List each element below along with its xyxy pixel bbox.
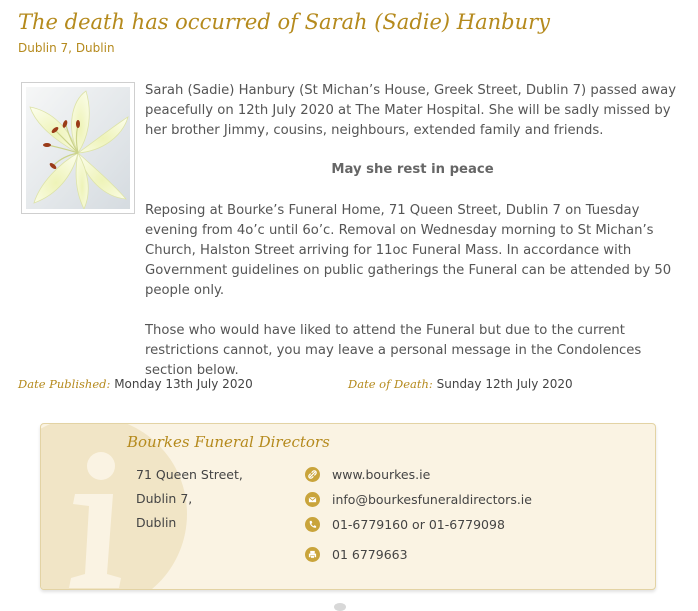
date-of-death-label: Date of Death: xyxy=(348,377,433,391)
notice-paragraph: Those who would have liked to attend the Funeral but due to the current restrictions cannot, you may leave a personal message in the Condolences section below. xyxy=(145,323,642,378)
director-contacts xyxy=(305,462,532,567)
phone-numbers[interactable]: 01-6779160 or 01-6779098 xyxy=(332,517,505,532)
address-line: Dublin xyxy=(136,515,177,530)
phone-row xyxy=(305,512,532,537)
address-line: 71 Queen Street, xyxy=(136,467,243,482)
director-name: Bourkes Funeral Directors xyxy=(127,433,330,451)
email-icon xyxy=(305,492,320,507)
website-row xyxy=(305,462,532,487)
link-icon xyxy=(305,467,320,482)
rest-in-peace: May she rest in peace xyxy=(331,162,494,177)
date-published xyxy=(18,377,253,391)
date-published-value: Monday 13th July 2020 xyxy=(114,377,253,391)
funeral-director-card xyxy=(40,423,656,590)
website-link[interactable]: www.bourkes.ie xyxy=(332,467,431,482)
director-address xyxy=(136,463,243,535)
date-of-death xyxy=(348,377,573,391)
fax-number: 01 6779663 xyxy=(332,547,408,562)
notice-paragraph: Reposing at Bourke’s Funeral Home, 71 Queen Street, Dublin 7 on Tuesday evening from 4o’c until 6o’c. Removal on Wednesday morning to St Michan’s Church, Halston Street arriving for 11oc Funeral Mass. In accordance with Government guidelines on public gatherings the Funeral can be attended by 50 people only. xyxy=(145,203,672,298)
email-row xyxy=(305,487,532,512)
date-published-label: Date Published: xyxy=(18,377,111,391)
notice-body xyxy=(145,81,680,381)
date-of-death-value: Sunday 12th July 2020 xyxy=(436,377,573,391)
page-title: The death has occurred of Sarah (Sadie) Hanbury xyxy=(18,10,551,34)
fax-icon xyxy=(305,547,320,562)
email-link[interactable]: info@bourkesfuneraldirectors.ie xyxy=(332,492,532,507)
address-line: Dublin 7, xyxy=(136,491,193,506)
notice-paragraph: Sarah (Sadie) Hanbury (St Michan’s House, Greek Street, Dublin 7) passed away peacefully on 12th July 2020 at The Mater Hospital. She will be sadly missed by her brother Jimmy, cousins, neighbours, extended family and friends. xyxy=(145,83,676,138)
lily-flower-icon xyxy=(26,87,130,209)
lily-photo xyxy=(21,82,135,214)
scroll-indicator xyxy=(334,603,346,611)
notice-location: Dublin 7, Dublin xyxy=(18,41,115,55)
phone-icon xyxy=(305,517,320,532)
fax-row xyxy=(305,542,532,567)
